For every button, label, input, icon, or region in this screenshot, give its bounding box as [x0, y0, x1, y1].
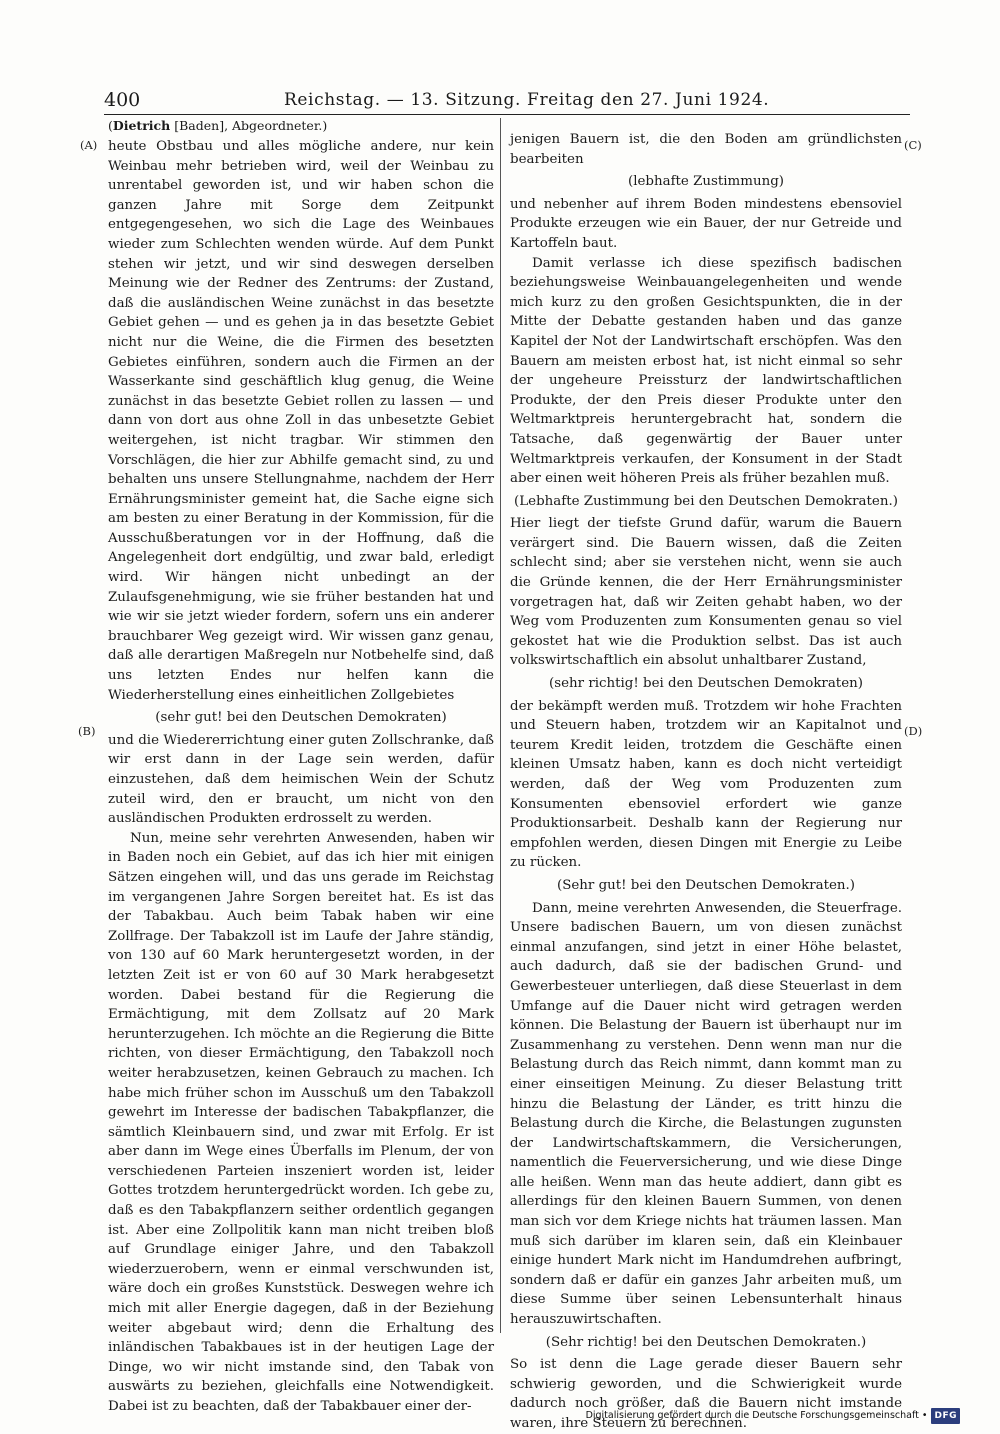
footer-text: Digitalisierung gefördert durch die Deutsche Forschungsgemeinschaft • — [585, 1410, 928, 1421]
margin-marker-d: (D) — [904, 724, 923, 738]
paragraph: heute Obstbau und alles mögliche andere, nur kein Weinbau mehr betrieben wird, weil der Weinbau zu unrentabel geworden ist, und wir haben schon die ganzen Jahre mit Sorge dem Zeitpunkt entgegengesehen, wo sich die Lage des Weinbaues wieder zum Schlechten wenden würde. Auf dem Punkt stehen wir jetzt, und wir sind deswegen derselben Meinung wie der Redner des Zentrums: der Zustand, daß die ausländischen Weine zunächst in das besetzte Gebiet gehen — und es gehen ja in das besetzte Gebiet nicht nur die Weine, die die Firmen des besetzten Gebietes einführen, sondern auch die Firmen an der Wasserkante sind geschäftlich klug genug, die Weine zunächst in das besetzte Gebiet rollen zu lassen — und dann von dort aus ohne Zoll in das unbesetzte Gebiet weitergehen, ist nicht tragbar. Wir stimmen den Vorschlägen, die hier zur Abhilfe gemacht sind, zu und behalten uns unsere Stellungnahme, nachdem der Herr Ernährungsminister gemeint hat, die Sache eigne sich am besten zu einer Beratung in der Kommission, für die Ausschußberatungen vor in der Hoffnung, daß die Angelegenheit dort endgültig, und zwar bald, erledigt wird. Wir hängen nicht unbedingt an der Zulaufsgenehmigung, wie sie früher bestanden hat und wie wir sie jetzt wieder fordern, sofern uns ein anderer brauchbarer Weg gezeigt wird. Wir wissen ganz genau, daß alle derartigen Maßregeln nur Notbehelfe sind, daß uns letzten Endes nur helfen kann die Wiederherstellung eines einheitlichen Zollgebietes — [108, 139, 494, 703]
paragraph: Damit verlasse ich diese spezifisch badischen beziehungsweise Weinbauangelegenheiten und wende mich kurz zu den großen Gesichtspunkten, die in der Mitte der Debatte gestanden haben und das ganze Kapitel der Not der Landwirtschaft erschöpfen. Was den Bauern am meisten erbost hat, ist nicht einmal so sehr der ungeheure Preissturz der landwirtschaftlichen Produkte, der den Preis dieser Produkte unter den Weltmarktpreis heruntergebracht hat, sondern die Tatsache, daß gegenwärtig der Bauer unter Weltmarktpreis verkaufen, der Konsument in der Stadt aber einen weit höheren Preis als früher bezahlen muß. — [510, 255, 902, 487]
page-header — [104, 88, 910, 115]
interjection: (lebhafte Zustimmung) — [627, 174, 785, 190]
left-column — [108, 117, 494, 1414]
paragraph: Dann, meine verehrten Anwesenden, die Steuerfrage. Unsere badischen Bauern, um von diesen zunächst einmal anzufangen, sind jetzt in einer Höhe belastet, auch dadurch, daß sie der badischen Grund- und Gewerbesteuer unterliegen, daß diese Steuerlast in dem Umfange auf die Dauer nicht wird getragen werden können. Die Belastung der Bauern ist überhaupt nur im Zusammenhang zu verstehen. Denn wenn man nur die Belastung durch das Reich nimmt, dann kommt man zu einer einseitigen Meinung. Zu dieser Belastung tritt hinzu die Belastung der Länder, es tritt hinzu die Belastung durch die Kirche, die Belastungen zugunsten der Landwirtschaftskammern, die Versicherungen, namentlich die Feuerversicherung, und wie diese Dinge alle heißen. Wenn man das heute addiert, dann gibt es allerdings für den kleinen Bauern Summen, von denen man sich vor dem Kriege nichts hat träumen lassen. Man muß sich darüber im klaren sein, daß ein Kleinbauer einige hundert Mark nicht im Handumdrehen aufbringt, sondern daß er dafür ein ganzes Jahr arbeiten muß, um diese Summe über seinen Lebensunterhalt hinaus herauszuwirtschaften. — [510, 900, 902, 1328]
paragraph: Hier liegt der tiefste Grund dafür, warum die Bauern verärgert sind. Die Bauern wissen, daß die Zeiten schlecht sind; aber sie verstehen nicht, wenn sie auch die Gründe kennen, die der Herr Ernährungsminister vorgetragen hat, daß wir Zeiten gehabt haben, wo der Weg vom Produzenten zum Konsumenten genau so viel gekostet hat wie die Produktion selbst. Das ist auch volkswirtschaftlich ein absolut unhaltbarer Zustand, — [510, 516, 902, 669]
paragraph: So ist denn die Lage gerade dieser Bauern sehr schwierig geworden, und die Schwierigkeit wurde dadurch noch größer, daß die Bauern nicht imstande waren, ihre Steuern zu berechnen. — [510, 1357, 902, 1431]
interjection: (sehr richtig! bei den Deutschen Demokraten) — [549, 676, 863, 692]
margin-marker-a: (A) — [80, 138, 98, 152]
paragraph: der bekämpft werden muß. Trotzdem wir hohe Frachten und Steuern haben, trotzdem wir an Kapitalnot und teurem Kredit leiden, trotzdem die Geschäfte einen kleinen Umsatz haben, kann es doch nicht verteidigt werden, daß der Weg vom Produzenten zum Konsumenten ebensoviel erfordert wie ganze Produktionsarbeit. Deshalb kann der Regierung nur empfohlen werden, diesen Dingen mit Energie zu Leibe zu rücken. — [510, 698, 902, 871]
dfg-logo-icon: DFG — [931, 1408, 960, 1424]
interjection: (Lebhafte Zustimmung bei den Deutschen Demokraten.) — [514, 493, 898, 509]
margin-marker-c: (C) — [904, 138, 922, 152]
paragraph: Nun, meine sehr verehrten Anwesenden, haben wir in Baden noch ein Gebiet, auf das ich hier mit einigen Sätzen eingehen will, und das uns gerade im Reichstag im vergangenen Jahre Sorgen bereitet hat. Es ist das der Tabakbau. Auch beim Tabak haben wir eine Zollfrage. Der Tabakzoll ist im Laufe der Jahre ständig, von 130 auf 60 Mark heruntergesetzt worden, in der letzten Zeit ist er von 60 auf 30 Mark herabgesetzt worden. Dabei bestand für die Regierung die Ermächtigung, mit dem Zollsatz auf 20 Mark herunterzugehen. Ich möchte an die Regierung die Bitte richten, von dieser Ermächtigung, den Tabakzoll noch weiter herabzusetzen, keinen Gebrauch zu machen. Ich habe mich früher schon im Ausschuß um den Tabakzoll gewehrt im Interesse der badischen Tabakpflanzer, die sämtlich Kleinbauern sind, und zwar mit Erfolg. Er ist aber dann im Wege eines Überfalls im Plenum, der von verschiedenen Parteien inszeniert worden ist, leider Gottes trotzdem heruntergedrückt worden. Ich gebe zu, daß es den Tabakpflanzern seither ordentlich gegangen ist. Aber eine Zollpolitik kann man nicht treiben bloß auf Grundlage einiger Jahre, und den Tabakzoll wiederzuerobern, wenn er einmal verschwunden ist, wäre doch ein großes Kunststück. Deswegen wehre ich mich mit aller Energie dagegen, daß in der Beziehung weiter abgebaut wird; denn die Erhaltung des inländischen Tabakbaues ist in der heutigen Lage der Dinge, wo wir nicht imstande sind, den Tabak von auswärts zu beziehen, gleichfalls eine Notwendigkeit. Dabei ist zu beachten, daß der Tabakbauer einer der- — [108, 830, 494, 1414]
speaker-affiliation: [Baden], Abgeordneter.) — [174, 118, 328, 133]
paragraph: jenigen Bauern ist, die den Boden am gründlichsten bearbeiten — [510, 132, 902, 167]
interjection: (Sehr richtig! bei den Deutschen Demokraten.) — [545, 1334, 867, 1350]
interjection: (sehr gut! bei den Deutschen Demokraten) — [155, 710, 447, 726]
paragraph: und die Wiedererrichtung einer guten Zollschranke, daß wir erst dann in der Lage sein werden, dafür einzustehen, daß dem heimischen Wein der Schutz zuteil wird, den er braucht, um nicht von den ausländischen Produkten erdrosselt zu werden. — [108, 732, 494, 827]
speaker-line: (Dietrich [Baden], Abgeordneter.) — [108, 118, 328, 133]
footer-credit — [586, 1408, 960, 1424]
running-head: Reichstag. — 13. Sitzung. Freitag den 27. Juni 1924. — [284, 90, 770, 110]
column-divider — [500, 118, 501, 1333]
interjection: (Sehr gut! bei den Deutschen Demokraten.) — [556, 877, 856, 893]
speaker-name: Dietrich — [112, 118, 171, 133]
page-number: 400 — [104, 89, 141, 111]
margin-marker-b: (B) — [78, 724, 96, 738]
paragraph: und nebenher auf ihrem Boden mindestens ebensoviel Produkte erzeugen wie ein Bauer, der nur Getreide und Kartoffeln baut. — [510, 196, 902, 251]
